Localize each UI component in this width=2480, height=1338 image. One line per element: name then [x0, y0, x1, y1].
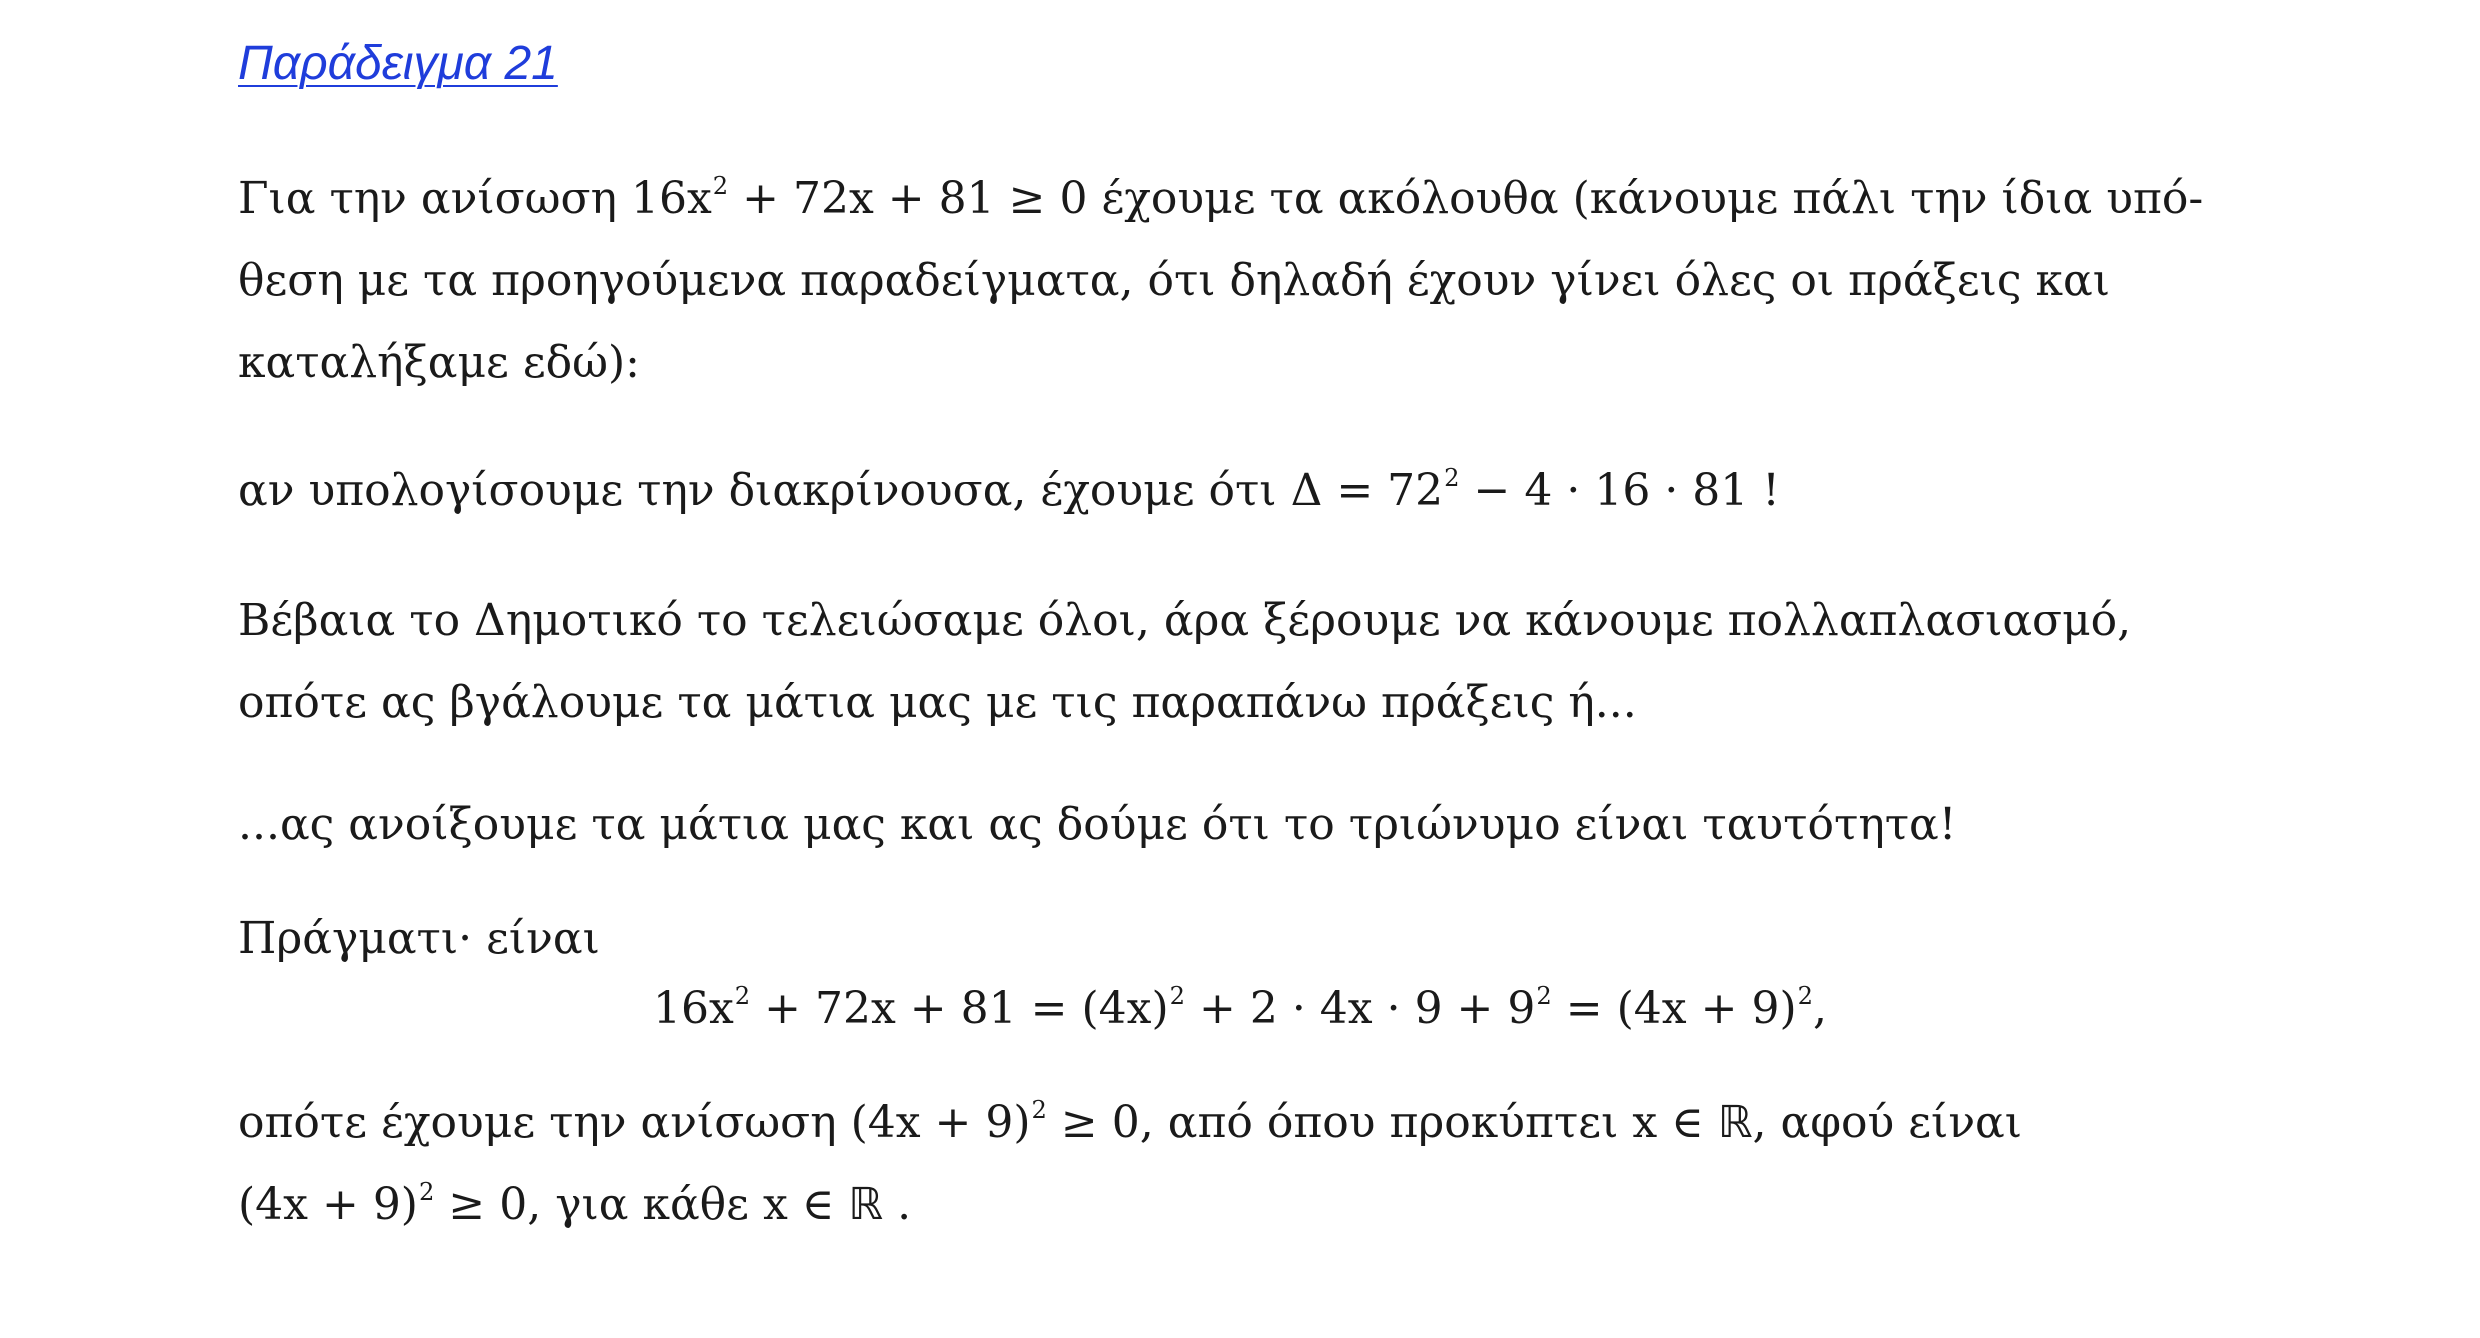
exponent: 2: [712, 171, 729, 200]
eq-part: + 72x + 81 = (4x): [750, 983, 1169, 1034]
square-inequality: [238, 1179, 527, 1230]
exponent: 2: [1536, 981, 1552, 1010]
expr-part: 16x: [630, 173, 712, 224]
expr-part: Δ = 72: [1290, 465, 1444, 516]
reals-symbol: ℝ: [1717, 1097, 1753, 1148]
p1-text: Για την ανίσωση: [238, 173, 617, 224]
paragraph-3-line-2: οπότε ας βγάλουμε τα μάτια μας με τις παραπάνω πράξεις ή...: [238, 677, 1637, 728]
p6-end: .: [897, 1179, 912, 1230]
exponent: 2: [418, 1177, 435, 1206]
paragraph-1-line-3: καταλήξαμε εδώ):: [238, 337, 640, 388]
square-inequality: [851, 1097, 1140, 1148]
expr-part: − 4 · 16 · 81 !: [1459, 465, 1780, 516]
eq-part: + 2 · 4x · 9 + 9: [1185, 983, 1536, 1034]
example-title-link[interactable]: Παράδειγμα 21: [238, 37, 558, 90]
paragraph-5-intro: Πράγματι· είναι: [238, 913, 600, 964]
solution-set: [763, 1179, 883, 1230]
identity-equation: [0, 980, 2480, 1044]
exponent: 2: [734, 981, 751, 1010]
expr-part: ≥ 0: [1046, 1097, 1140, 1148]
expr-part: x ∈: [762, 1179, 849, 1230]
expr-part: ≥ 0: [434, 1179, 528, 1230]
paragraph-1-line-2: θεση με τα προηγούμενα παραδείγματα, ότι δηλαδή έχουν γίνει όλες οι πράξεις και: [238, 255, 2110, 306]
reals-symbol: ℝ: [848, 1179, 884, 1230]
solution-set: [1632, 1097, 1752, 1148]
exponent: 2: [1444, 463, 1460, 492]
expr-part: x ∈: [1632, 1097, 1718, 1148]
p6-mid: , για κάθε: [527, 1179, 749, 1230]
p6-text: οπότε έχουμε την ανίσωση: [238, 1097, 837, 1148]
p2-text: αν υπολογίσουμε την διακρίνουσα, έχουμε ότι: [238, 465, 1277, 516]
p1-rest: έχουμε τα ακόλουθα (κάνουμε πάλι την ίδια υπό-: [1101, 173, 2204, 224]
paragraph-3-line-1: Βέβαια το Δημοτικό το τελειώσαμε όλοι, άρα ξέρουμε να κάνουμε πολλαπλασιασμό,: [238, 595, 2132, 646]
discriminant-expression: [1291, 465, 1780, 516]
exponent: 2: [1031, 1095, 1047, 1124]
expr-part: (4x + 9): [850, 1097, 1031, 1148]
paragraph-1-line-1: [238, 170, 2203, 234]
eq-part: ,: [1813, 983, 1828, 1034]
exponent: 2: [1169, 981, 1186, 1010]
expr-part: + 72x + 81 ≥ 0: [728, 173, 1088, 224]
paragraph-4-line-1: ...ας ανοίξουμε τα μάτια μας και ας δούμε ότι το τριώνυμο είναι ταυτότητα!: [238, 799, 1957, 850]
paragraph-2: [238, 462, 1780, 526]
eq-part: 16x: [652, 983, 734, 1034]
eq-part: = (4x + 9): [1551, 983, 1797, 1034]
expr-part: (4x + 9): [238, 1179, 418, 1230]
inequality-expression: [631, 173, 1088, 224]
paragraph-6-line-2: [238, 1176, 911, 1240]
p6-end: , αφού είναι: [1752, 1097, 2023, 1148]
paragraph-6-line-1: [238, 1094, 2022, 1158]
p6-mid: , από όπου προκύπτει: [1139, 1097, 1619, 1148]
exponent: 2: [1797, 981, 1814, 1010]
